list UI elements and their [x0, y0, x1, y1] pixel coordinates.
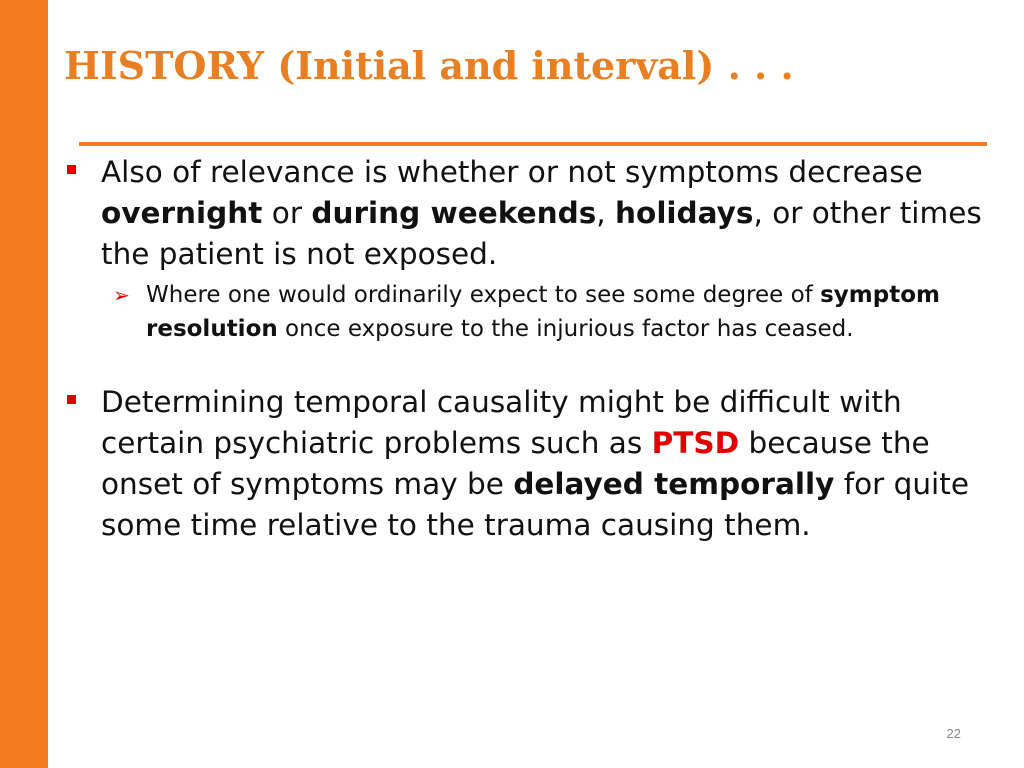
arrow-bullet-icon: ➢ — [113, 283, 130, 307]
bullet-1-text: Also of relevance is whether or not symptoms decrease overnight or during weekends, holidays, or other times the patient is not exposed. — [101, 155, 982, 271]
square-bullet-icon — [67, 395, 76, 404]
title-underline — [79, 142, 987, 146]
orange-side-bar — [0, 0, 48, 768]
emphasis-during-weekends: during weekends — [311, 196, 597, 230]
sub-bullet-1-text: Where one would ordinarily expect to see some degree of symptom resolution once exposure to the injurious factor has ceased. — [146, 282, 940, 342]
emphasis-symptom-resolution: symptom resolution — [146, 282, 940, 342]
emphasis-overnight: overnight — [101, 196, 263, 230]
emphasis-holidays: holidays — [615, 196, 754, 230]
page-number: 22 — [946, 726, 961, 741]
sub-bullet-1 — [101, 278, 1010, 346]
bullet-2-text: Determining temporal causality might be difficult with certain psychiatric problems such as PTSD because the onset of symptoms may be delayed temporally for quite some time relative to the trauma causing them. — [101, 385, 969, 542]
emphasis-delayed-temporally: delayed temporally — [513, 467, 835, 501]
emphasis-ptsd: PTSD — [651, 426, 740, 460]
slide-content — [64, 152, 1010, 546]
slide-title: HISTORY (Initial and interval) . . . — [64, 43, 794, 88]
bullet-1 — [64, 152, 1010, 275]
square-bullet-icon — [67, 165, 76, 174]
bullet-2 — [64, 382, 1010, 546]
